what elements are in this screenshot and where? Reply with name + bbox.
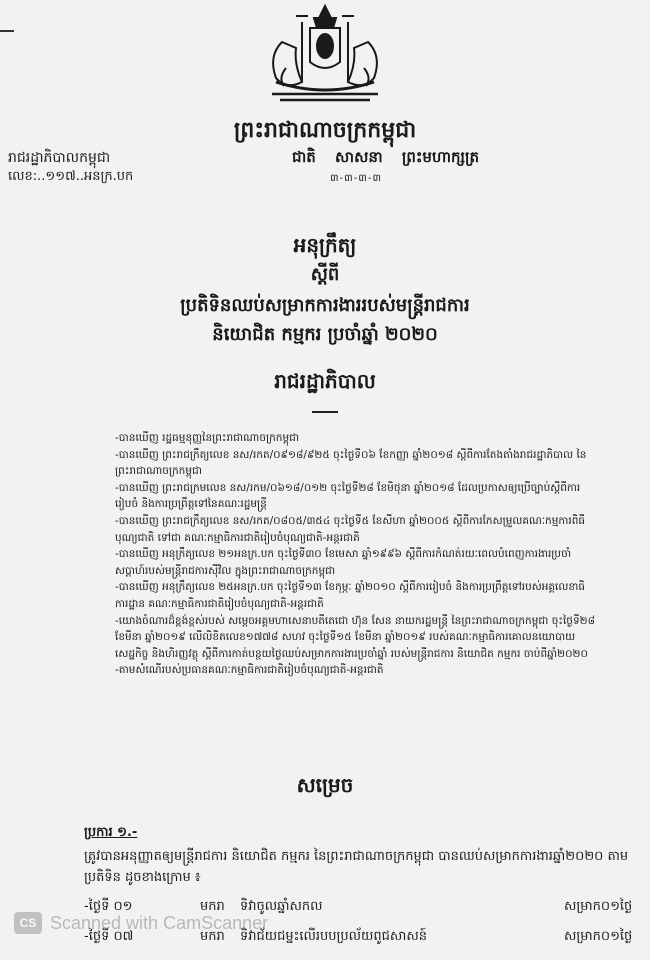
citation-item: -យោងចំណារដ៏ខ្ពង់ខ្ពស់របស់ សម្តេចអគ្គមហាសេនាបតីតេជោ ហ៊ុន សែន នាយករដ្ឋមន្ត្រី នៃព្រះរាជាណាចក្រកម្ពុជា ចុះថ្ងៃទី២៨ ខែមីនា ឆ្នាំ២០១៩ លើលិខិតលេខ១៧៧៨ សហវ ចុះថ្ងៃទី១៥ ខែមីនា ឆ្នាំ២០១៩ របស់គណៈកម្មាធិការគោលនយោបាយសេដ្ឋកិច្ច និងហិរញ្ញវត្ថុ ស្តីពីការកាត់បន្ថយថ្ងៃឈប់សម្រាកការងារប្រចាំឆ្នាំ របស់មន្ត្រីរាជការ និយោជិត កម្មករ ចាប់ពីឆ្នាំ២០២០: [115, 614, 596, 660]
decision-heading: សម្រេច: [296, 773, 354, 797]
citations-list: [115, 430, 595, 679]
document-subject-line-2: និយោជិត កម្មករ ប្រចាំឆ្នាំ ២០២០: [212, 324, 438, 345]
holiday-month: មករា: [200, 899, 225, 914]
document-about: ស្តីពី: [310, 264, 340, 285]
article-label: ប្រការ ១.-: [84, 825, 138, 840]
divider: [312, 411, 338, 413]
article-text: ត្រូវបានអនុញ្ញាតឲ្យមន្ត្រីរាជការ និយោជិត កម្មករ នៃព្រះរាជាណាចក្រកម្ពុជា បានឈប់សម្រាកការងារឆ្នាំ២០២០ តាមប្រតិទិន ដូចខាងក្រោម ៖: [84, 849, 629, 885]
watermark-text: Scanned with CamScanner: [50, 912, 269, 933]
national-motto: ជាតិ សាសនា ព្រះមហាក្សត្រ: [292, 148, 479, 166]
margin-mark: [0, 30, 14, 32]
reference-number: លេខ:..១១៧..អនក្រ.បក: [8, 169, 134, 184]
holiday-duration: សម្រាក០១ថ្ងៃ: [564, 929, 633, 944]
holiday-day: -ថ្ងៃទី ០១: [84, 899, 133, 914]
citation-item: -បានឃើញ ព្រះរាជក្រឹត្យលេខ នស/រកត/០៨០៥/៣៥៤ ចុះថ្ងៃទី៥ ខែសីហា ឆ្នាំ២០០៥ ស្តីពីការកែសម្រួលគណៈកម្មការពិធីបុណ្យជាតិ ទៅជា គណៈកម្មាធិការជាតិរៀបចំបុណ្យជាតិ-អន្តរជាតិ: [115, 514, 586, 544]
citation-item: -បានឃើញ អនុក្រឹត្យលេខ ២៥អនក្រ.បក ចុះថ្ងៃទី១៣ ខែកុម្ភៈ ឆ្នាំ២០១០ ស្តីពីការរៀបចំ និងការប្រព្រឹត្តទៅរបស់អគ្គលេខាធិការដ្ឋាន គណៈកម្មាធិការជាតិរៀបចំបុណ្យជាតិ-អន្តរជាតិ: [115, 581, 586, 610]
kingdom-heading: ព្រះរាជាណាចក្រកម្ពុជា: [233, 118, 417, 143]
citation-item: -តាមសំណើរបស់ប្រធានគណៈកម្មាធិការជាតិរៀបចំបុណ្យជាតិ-អន្តរជាតិ: [115, 664, 384, 677]
citation-item: -បានឃើញ អនុក្រឹត្យលេខ ២១អនក្រ.បក ចុះថ្ងៃទី៣០ ខែមេសា ឆ្នាំ១៩៩៦ ស្តីពីការកំណត់រយៈពេលបំពេញការងារប្រចាំសប្តាហ៍របស់មន្ត្រីរាជការស៊ីវិល ក្នុងព្រះរាជាណាចក្រកម្ពុជា: [115, 548, 572, 577]
motto-separator: ៣-៣-៣-៣: [330, 173, 383, 184]
citation-item: -បានឃើញ រដ្ឋធម្មនុញ្ញនៃព្រះរាជាណាចក្រកម្ពុជា: [115, 432, 300, 444]
holiday-duration: សម្រាក០១ថ្ងៃ: [564, 899, 633, 914]
issuing-authority: រាជរដ្ឋាភិបាលកម្ពុជា: [8, 150, 111, 166]
scanner-watermark: [14, 912, 268, 934]
document-subject-line-1: ប្រតិទិនឈប់សម្រាកការងាររបស់មន្ត្រីរាជការ: [180, 295, 470, 316]
document-type: អនុក្រឹត្យ: [293, 233, 357, 257]
holiday-name: ទិវាចូលឆ្នាំសកល: [240, 899, 323, 914]
holiday-month: មករា: [200, 929, 225, 944]
citation-item: -បានឃើញ ព្រះរាជក្រមលេខ នស/រកម/០៦១៨/០១២ ចុះថ្ងៃទី២៨ ខែមិថុនា ឆ្នាំ២០១៨ ដែលប្រកាសឲ្យប្រើច្បាប់ស្តីពីការរៀបចំ និងការប្រព្រឹត្តទៅនៃគណៈរដ្ឋមន្ត្រី: [115, 481, 581, 511]
holiday-name: ទិវាជ័យជម្នះលើរបបប្រល័យពូជសាសន៍: [240, 929, 428, 944]
holiday-day: -ថ្ងៃទី ០៧: [84, 929, 134, 944]
royal-coat-of-arms-icon: [262, 2, 388, 110]
issuer-heading: រាជរដ្ឋាភិបាល: [274, 369, 376, 393]
citation-item: -បានឃើញ ព្រះរាជក្រឹត្យលេខ នស/រកត/០៩១៨/៩២៥ ចុះថ្ងៃទី០៦ ខែកញ្ញា ឆ្នាំ២០១៨ ស្តីពីការតែងតាំងរាជរដ្ឋាភិបាល នៃព្រះរាជាណាចក្រកម្ពុជា: [115, 448, 587, 478]
camscanner-logo-icon: CS: [14, 912, 42, 934]
